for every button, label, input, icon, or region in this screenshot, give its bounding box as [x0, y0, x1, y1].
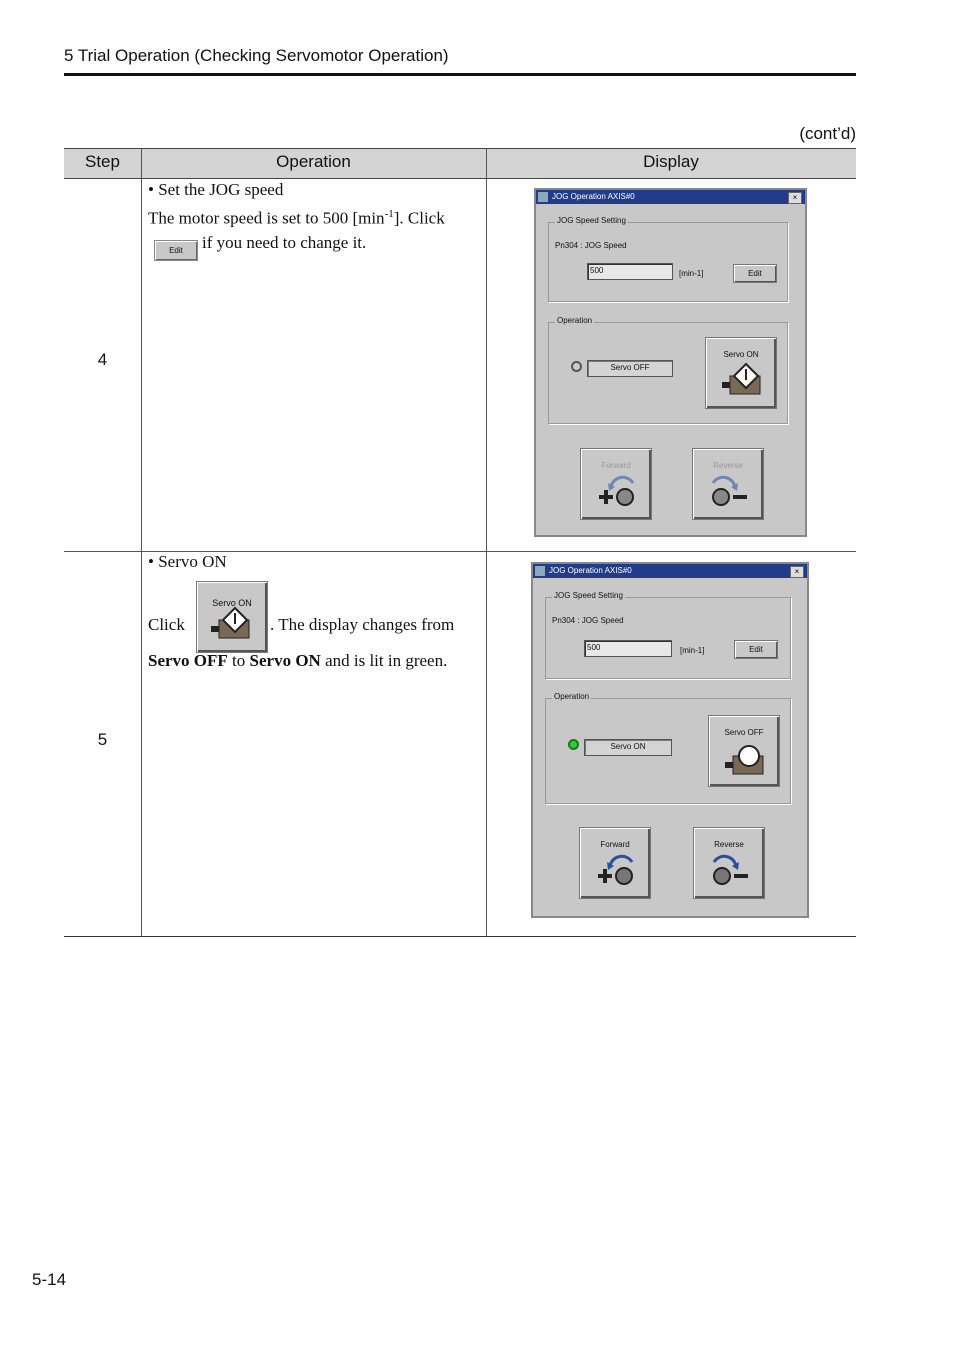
param-label: Pn304 : JOG Speed — [552, 616, 624, 625]
continued-label: (cont’d) — [799, 124, 856, 143]
jog-speed-field[interactable]: 500 — [587, 263, 673, 280]
servo-motor-icon — [706, 338, 778, 410]
col-divider — [141, 148, 142, 937]
operation-text-step4 — [148, 178, 484, 261]
bullet-text: • Servo ON — [148, 552, 227, 571]
servo-status-led — [571, 361, 582, 372]
servo-status-display: Servo ON — [584, 739, 672, 756]
forward-button[interactable]: Forward — [579, 827, 651, 899]
jog-speed-field[interactable]: 500 — [584, 640, 672, 657]
jog-speed-group: JOG Speed Setting Pn304 : JOG Speed 500 [min-1] Edit — [548, 222, 788, 302]
app-icon — [538, 192, 548, 202]
servo-motor-icon — [709, 716, 781, 788]
table-header — [64, 148, 856, 179]
forward-rotation-icon — [581, 449, 653, 521]
servo-off-button[interactable]: Servo OFF — [708, 715, 780, 787]
servo-on-button[interactable]: Servo ON — [705, 337, 777, 409]
dialog-title-bar[interactable]: JOG Operation AXIS#0 × — [536, 190, 805, 204]
reverse-rotation-icon — [694, 828, 766, 900]
operation-line: Servo OFF to Servo ON and is lit in green. — [148, 651, 448, 670]
page-number: 5-14 — [32, 1270, 67, 1289]
operation-line: . The display changes from — [270, 615, 455, 634]
servo-on-button-image: Servo ON — [196, 581, 268, 653]
bullet-text: • Set the JOG speed — [148, 180, 284, 199]
click-word: Click — [148, 615, 185, 634]
reverse-rotation-icon — [693, 449, 765, 521]
servo-motor-icon — [197, 582, 267, 652]
table-bottom-rule — [64, 936, 856, 937]
operation-text-step5 — [148, 550, 484, 574]
forward-rotation-icon — [580, 828, 652, 900]
step-number: 5 — [97, 730, 108, 749]
operation-line: The motor speed is set to 500 $[\min^{-1}]$. Click — [148, 208, 445, 228]
dialog-title-bar[interactable]: JOG Operation AXIS#0 × — [533, 564, 807, 578]
forward-button[interactable]: Forward — [580, 448, 652, 520]
operation-group: Operation Servo ON Servo OFF — [545, 698, 791, 804]
edit-button-image: Edit — [154, 240, 198, 261]
reverse-button[interactable]: Reverse — [692, 448, 764, 520]
unit-label: [min-1] — [680, 646, 705, 655]
header-rule — [64, 73, 856, 76]
col-operation-header: Operation — [276, 152, 351, 171]
reverse-button[interactable]: Reverse — [693, 827, 765, 899]
edit-button[interactable]: Edit — [733, 264, 777, 283]
operation-group: Operation Servo OFF Servo ON — [548, 322, 788, 424]
close-icon[interactable]: × — [790, 566, 804, 578]
jog-speed-group: JOG Speed Setting Pn304 : JOG Speed 500 [min-1] Edit — [545, 597, 791, 679]
step-number: 4 — [97, 350, 108, 369]
col-divider — [486, 148, 487, 937]
col-display-header: Display — [643, 152, 699, 171]
operation-line: Edit if you need to change it. — [148, 231, 484, 261]
section-header: 5 Trial Operation (Checking Servomotor Operation) — [64, 46, 449, 65]
close-icon[interactable]: × — [788, 192, 802, 204]
jog-dialog-servo-on — [531, 562, 809, 918]
servo-status-display: Servo OFF — [587, 360, 673, 377]
unit-label: [min-1] — [679, 269, 704, 278]
param-label: Pn304 : JOG Speed — [555, 241, 627, 250]
servo-status-led — [568, 739, 579, 750]
col-step-header: Step — [85, 152, 120, 171]
edit-button[interactable]: Edit — [734, 640, 778, 659]
app-icon — [535, 566, 545, 576]
jog-dialog-servo-off — [534, 188, 807, 537]
